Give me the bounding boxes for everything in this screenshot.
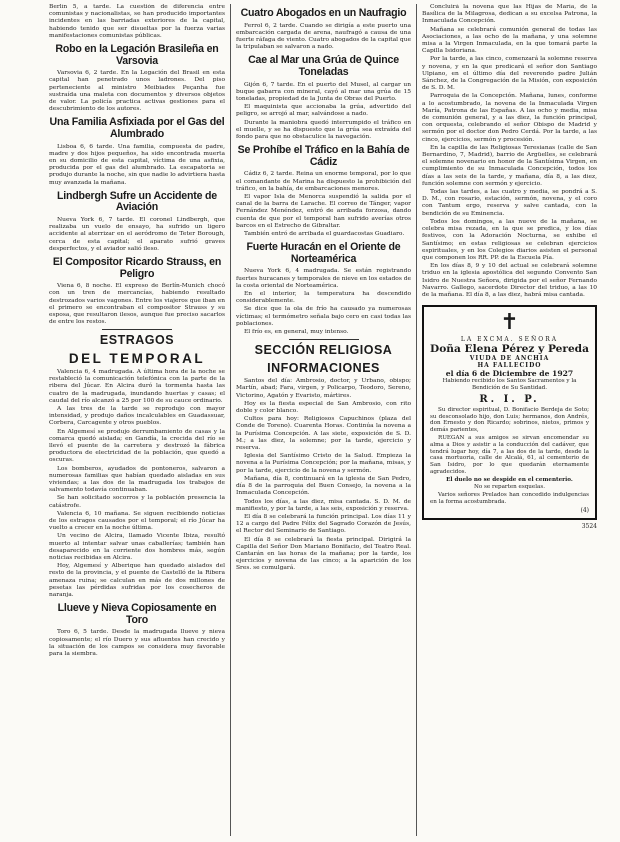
- column-2: [230, 4, 416, 836]
- religious-paragraph: El día 8 se celebrará la fiesta principal. Dirigirá la Capilla del Señor Don Mariano Bonifacio, del Teatro Real. Cantarán en las horas de la mañana; por la tarde, los ejercicios y novena de las cinco; a la aparición de los Sres. se comulgará.: [236, 536, 411, 572]
- valencia-paragraph: Valencia 6, 4 madrugada. A última hora de la noche se restableció la comunicación telefónica con la parte de la ribera del Júcar. En Alcira duró la tormenta hasta las cuatro de la madrugada, inundando huertas y casas; el caudal del río alcanzó a 25 por 100 de su cauce ordinario.: [49, 368, 225, 404]
- religious-paragraph: Hoy es la fiesta especial de San Ambrosio, con rito doble y color blanco.: [236, 400, 411, 415]
- strauss-text: Viena 6, 8 noche. El expreso de Berlín-Munich chocó con un tren de mercancías, habiendo resultado destrozados varios vagones. Entre los viajeros que iban en el primero se encontraban el compositor Strauss y su esposa, que resultaron ilesos, aunque fue preciso sacarlos de entre los restos.: [49, 283, 225, 326]
- deceased-widow: VIUDA DE ANCHIA: [469, 355, 550, 363]
- religious-paragraph: En la capilla de las Religiosas Teresianas (calle de San Bernardino, 7, Madrid), barrio de Argüelles, se celebrará el solemne novenario en honor de la Santísima Virgen, en cumplimiento de su Inmaculada Concepción, todos los días a las seis de la tarde, y mañana, día 8, a las diez, función solemne con sermón y ejercicio.: [422, 144, 597, 187]
- headline-familia: Una Familia Asfixiada por el Gas del Alumbrado: [49, 116, 225, 141]
- valencia-paragraph: Hoy, Algemesí y Alberique han quedado aislados del resto de la provincia, y el puente de Castelló de la Ribera amenaza ruina; se calculan en más de dos millones de pesetas las pérdidas sufridas por los cosecheros de naranja.: [49, 563, 225, 599]
- headline-lindbergh: Lindbergh Sufre un Accidente de Aviación: [57, 189, 217, 214]
- columns: [44, 4, 608, 836]
- sacraments-line: Habiendo recibido los Santos Sacramentos y la Bendición de Su Santidad.: [442, 378, 577, 391]
- notice-esquelas: No se reparten esquelas.: [474, 484, 545, 491]
- notice-duelo: El duelo no se despide en el cementerio.: [446, 476, 573, 483]
- page-folio: 3524: [581, 522, 597, 530]
- robo-text: Varsovia 6, 2 tarde. En la Legación del Brasil en esta capital han penetrado unos ladrones. Del piso perteneciente al ministro Meibiades Peçanha fue sustraída una maleta con documentos y diversos objetos de valor. La policía practica activas gestiones para el descubrimiento de los autores.: [49, 70, 225, 113]
- religious-paragraph: Por la tarde, a las cinco, comenzará la solemne reserva y novena, y en la que predicará el señor don Santiago Ulpiano, en el último día del reverendo padre Julián Sánchez, de la Congregación de la Misión, con exposición de S. D. M.: [422, 56, 597, 92]
- valencia-paragraph: Los bomberos, ayudados de pontoneros, salvaron a numerosas familias que habían quedado aisladas en sus viviendas; a las dos de la madrugada los trabajos de salvamento todavía continuaban.: [49, 465, 225, 494]
- headline-cadiz: Se Prohíbe el Tráfico en la Bahía de Cádiz: [237, 144, 410, 168]
- religious-paragraph: Santos del día: Ambrosio, doctor, y Urbano, obispo; Martín, abad; Fara, virgen, y Policarpo, Teodoro, Sereno, Victorino, Agatón y Evaristo, mártires.: [236, 378, 411, 399]
- notice-title: LA EXCMA. SEÑORA: [460, 336, 559, 344]
- cadiz-text: El vapor Isla de Menorca suspendió la salida por el canal de la barra de Larache. El correo de Tánger, vapor Fernández Menéndez, entró de arribada forzosa, dando cuenta de que por el temporal han sufrido averías otros barcos en el Estrecho de Gibraltar.: [236, 194, 411, 229]
- religious-paragraph: Todos los días, a las diez, misa cantada. S. D. M. de manifiesto, y por la tarde, a las seis, exposición y reserva.: [236, 498, 411, 512]
- column-3: [416, 4, 602, 836]
- deceased-name: Doña Elena Pérez y Pereda: [430, 343, 589, 356]
- cadiz-text: Cádiz 6, 2 tarde. Reina un enorme temporal, por lo que el comandante de Marina ha dispuesto la prohibición del tráfico, en la bahía, de embarcaciones menores.: [236, 171, 411, 192]
- familia-text: Lisboa 6, 6 tarde. Una familia, compuesta de padre, madre y dos hijos pequeños, ha sido encontrada muerta en su domicilio de esta capital, víctima de una asfixia, producida por el gas del alumbrado. La escapatoria se produjo durante la noche, sin que nadie lo advirtiera hasta muy avanzada la mañana.: [49, 143, 225, 186]
- lindbergh-text: Nueva York 6, 7 tarde. El coronel Lindbergh, que realizaba un vuelo de ensayo, ha sufrido un ligero accidente al aterrizar en el aeródromo de Teter Borough, cerca de esta capital; el aparato sufrió graves desperfectos, y el aviador salió ileso.: [49, 217, 225, 252]
- huracan-text: Nueva York 6, 4 madrugada. Se están registrando fuertes huracanes y temporales de nieve en los estados de la costa oriental de Norteamérica.: [236, 268, 411, 289]
- death-date: el día 6 de Diciembre de 1927: [445, 369, 574, 379]
- notice-paragraph: Varios señores Prelados han concedido indulgencias en la forma acostumbrada.: [430, 492, 589, 506]
- valencia-paragraph: A las tres de la tarde se reprodujo con mayor intensidad, y produjo daños incalculables en Guadassuar, Corbera, Carcagente y otros pueblos.: [49, 405, 225, 427]
- grua-text: El maquinista que accionaba la grúa, advertido del peligro, se arrojó al mar, salvándose a nado.: [236, 104, 411, 118]
- religious-paragraph: El día 8 se celebrará la función principal. Los días 11 y 12 a cargo del Padre Félix del Sagrado Corazón de Jesús, el Rector del Seminario de Santiago.: [236, 513, 411, 535]
- rip-label: R. I. P.: [479, 393, 540, 405]
- headline-strauss: El Compositor Ricardo Strauss, en Peligro: [52, 256, 222, 280]
- separator: [102, 329, 172, 330]
- headline-abogados: Cuatro Abogados en un Naufragio: [240, 7, 407, 19]
- headline-informaciones: INFORMACIONES: [267, 360, 380, 375]
- abogados-text: Ferrol 6, 2 tarde. Cuando se dirigía a este puerto una embarcación cargada de arena, naufragó a causa de una fuerte ráfaga de viento. Cuatro abogados de la capital que la tripulaban se salvaron a nado.: [236, 22, 411, 51]
- religious-paragraph: Parroquia de la Concepción. Mañana, lunes, conforme a lo acostumbrado, la novena de la Inmaculada Virgen María, Patrona de las Españas. A las ocho y media, misa de comunión general, y a las diez, la función principal, con orquesta, celebrando el señor Obispo de Madrid y sermón por el doctor don Pedro Cerdá. Por la tarde, a las cinco, ejercicios, sermón y procesión.: [422, 93, 597, 143]
- valencia-paragraph: Un vecino de Alcira, llamado Vicente Ibiza, resultó muerto al intentar salvar unas caballerías; también han desaparecido en la corriente dos hombres más, según noticias recibidas en Alcira.: [49, 533, 225, 562]
- death-notice: [422, 305, 597, 520]
- deceased-status: HA FALLECIDO: [477, 362, 542, 370]
- religious-paragraph: Cultos para hoy: Religiosos Capuchinos (plaza del Conde de Toreno). Cuarenta Horas. Continúa la novena a la Purísima Concepción. A las siete, exposición de S. D. M.; a las diez, la solemne; por la tarde, ejercicio y reserva.: [236, 416, 411, 452]
- valencia-paragraph: Se han solicitado socorros y la población presencia la catástrofe.: [49, 495, 225, 509]
- grua-text: Durante la maniobra quedó interrumpido el tráfico en el muelle, y se ha dispuesto que la grúa sea extraída del fondo para que no obstaculice la navegación.: [236, 119, 411, 141]
- headline-seccion-religiosa: SECCIÓN RELIGIOSA: [254, 343, 393, 358]
- cross-icon: ✝: [500, 310, 519, 336]
- headline-toro: Llueve y Nieva Copiosamente en Toro: [57, 602, 217, 626]
- religious-paragraph: En los días 8, 9 y 10 del actual se celebrará solemne triduo en la iglesia apostólica del segundo Convento San Isidro de Nuestra Señora, dirigida por el señor Fernando Navarro. Gallego, sacerdote Director del triduo, a las 10 de la mañana. El día 8, a las diez, habrá misa cantada.: [422, 263, 597, 298]
- separator: [289, 339, 359, 340]
- headline-huracan: Fuerte Huracán en el Oriente de Norteamérica: [246, 241, 401, 265]
- religious-paragraph: Mañana se celebrará comunión general de todas las Asociaciones, a las ocho de la mañana, y una solemne misa a la Virgen Inmaculada, en la que tomará parte la Capilla Isidoriana.: [422, 26, 597, 55]
- religious-paragraph: Todos los domingos, a las nueve de la mañana, se celebra misa rezada, en la que se predica, y los días festivos, con la Adoración Nocturna, se exhibe el Santísimo; en estas religiosas se celebran ejercicios espirituales, y en los Colegios diarios asisten el personal que componen los RR. PP. de la Escuela Pía.: [422, 218, 597, 261]
- huracan-text: En el interior, la temperatura ha descendido considerablemente.: [236, 291, 411, 305]
- notice-code: (4): [580, 506, 589, 514]
- religious-paragraph: Iglesia del Santísimo Cristo de la Salud. Empieza la novena a la Purísima Concepción; por la mañana, misas, y por la tarde, ejercicio de la novena y sermón.: [236, 453, 411, 474]
- column-1: [44, 4, 230, 836]
- berlin-article: Berlín 5, a tarde. La cuestión de diferencia entre comunistas y nacionalistas, se han producido importantes incidentes en las barriadas exteriores de la capital, habiendo tenido que ser disueltas por la fuerza varias manifestaciones comunistas públicas.: [49, 4, 225, 39]
- religious-paragraph: Todas las tardes, a las cuatro y media, se pondrá a S. D. M., con rosario, estación, sermón, novena, y el coro con Tantum ergo, reserva y salve cantada, con la bendición de su Eminencia.: [422, 189, 597, 217]
- huracan-text: El frío es, en general, muy intenso.: [244, 329, 349, 336]
- notice-paragraph: Su director espiritual, D. Bonifacio Berdeja de Soto; su desconsolado hijo, don Luis; hermanos, don Andrés, don Ernesto y don Ricardo; sobrinos, nietos, primos y demás parientes,: [430, 406, 589, 434]
- headline-temporal: DEL TEMPORAL: [68, 350, 206, 366]
- religious-paragraph: Mañana, día 8, continuará en la iglesia de San Pedro, día 8 de la parroquia del Buen Consejo, la novena a la Inmaculada Concepción.: [236, 475, 411, 497]
- valencia-paragraph: Valencia 6, 10 mañana. Se siguen recibiendo noticias de los estragos causados por el temporal; el río Júcar ha vuelto a crecer en la noche última.: [49, 510, 225, 532]
- headline-grua: Cae al Mar una Grúa de Quince Toneladas: [248, 54, 399, 78]
- huracan-text: Se dice que la ola de frío ha causado ya numerosas víctimas; el termómetro señala bajo cero en casi todas las poblaciones.: [236, 306, 411, 327]
- notice-paragraph: RUEGAN a sus amigos se sirvan encomendar su alma a Dios y asistir a la conducción del cadáver, que tendrá lugar hoy, día 7, a las dos de la tarde, desde la casa mortuoria, calle de Alcalá, 61, al cementerio de San Isidro, por lo que quedarán eternamente agradecidos.: [430, 434, 589, 475]
- grua-text: Gijón 6, 7 tarde. En el puerto del Musel, al cargar un buque gabarra con mineral, cayó al mar una grúa de 15 toneladas, propiedad de la Junta de Obras del Puerto.: [236, 81, 411, 102]
- headline-robo: Robo en la Legación Brasileña en Varsovia: [55, 43, 219, 67]
- toro-text: Toro 6, 5 tarde. Desde la madrugada llueve y nieva copiosamente; el río Duero y sus afluentes han crecido y la situación de los campos se considera muy favorable para la siembra.: [49, 629, 225, 658]
- cadiz-text: También entró de arribada el guardacostas Guadiaro.: [244, 231, 405, 238]
- valencia-paragraph: En Algemesí se produjo derrumbamiento de casas y la comarca quedó aislada; en Gandía, la crecida del río se llevó el puente de la carretera y destrozó la fábrica productora de electricidad de la población, que quedó a oscuras.: [49, 428, 225, 464]
- headline-estragos: ESTRAGOS: [99, 333, 175, 348]
- religious-paragraph: Concluirá la novena que las Hijas de María, de la Basílica de la Milagrosa, dedican a su excelsa Patrona, la Inmaculada Concepción.: [422, 4, 597, 25]
